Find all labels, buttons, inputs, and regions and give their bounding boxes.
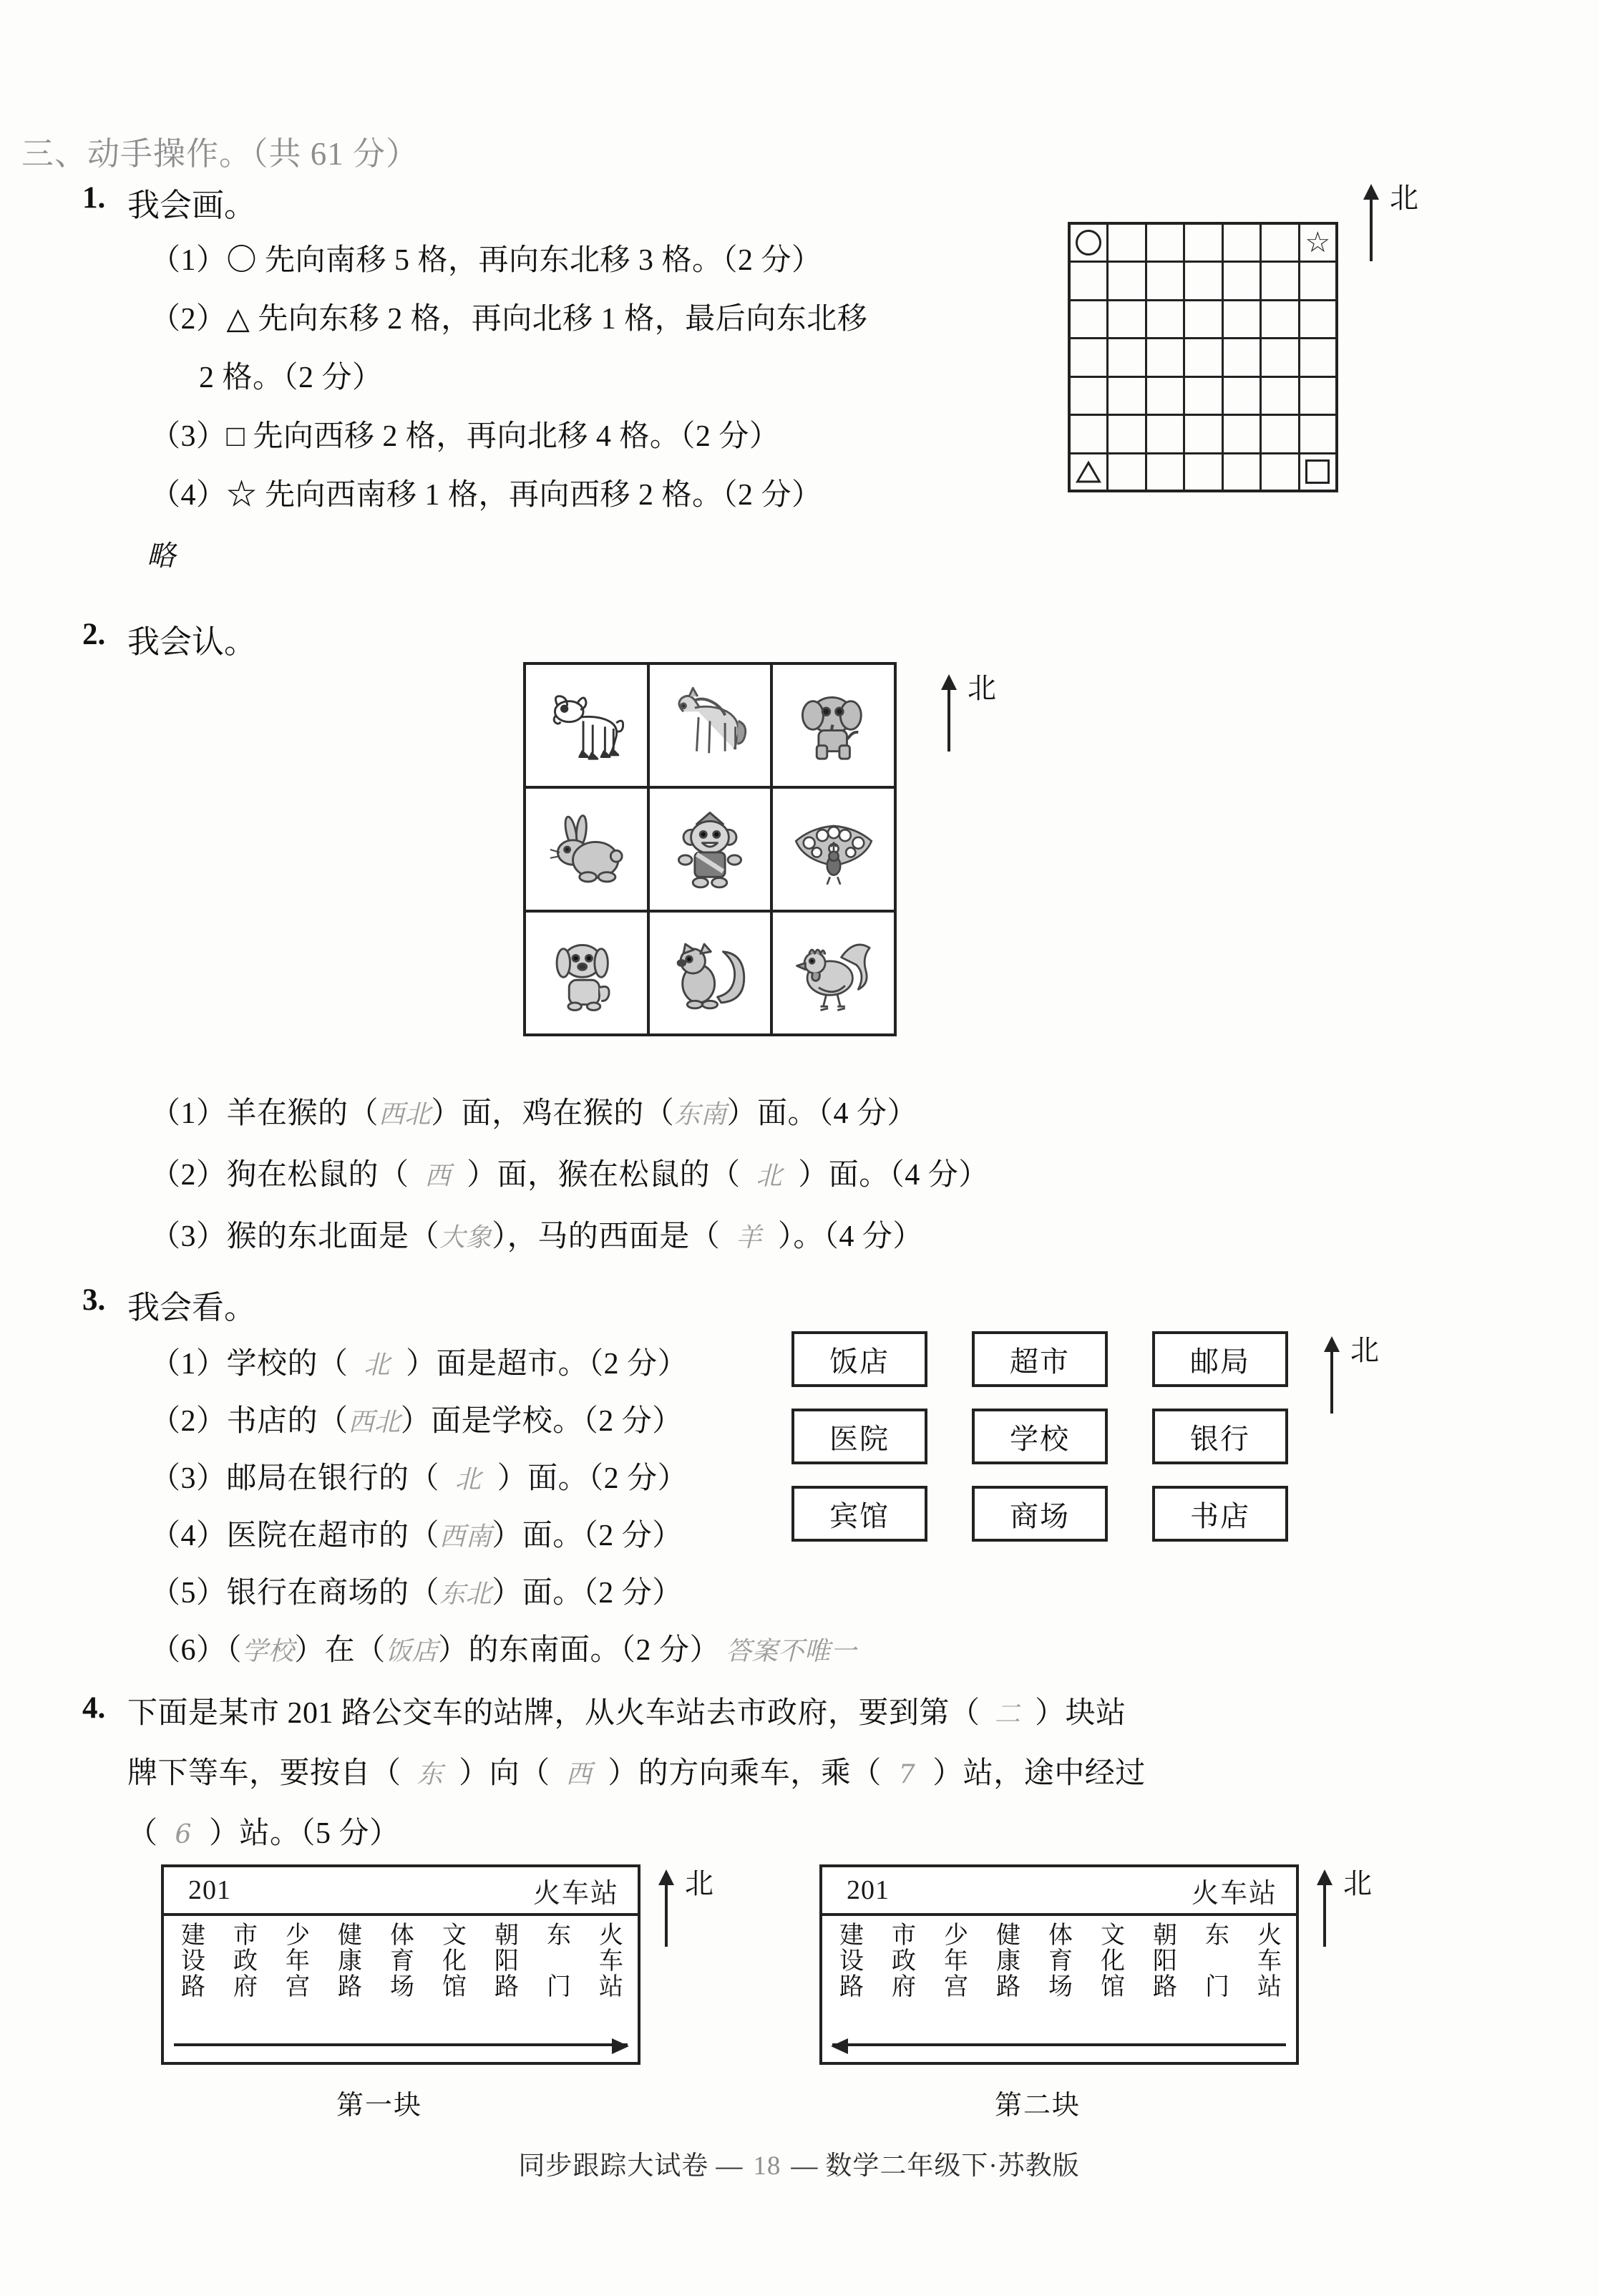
q2-s3-answer-1: 大象 (439, 1222, 492, 1252)
grid-cell (1147, 225, 1185, 263)
building-box: 宾馆 (791, 1486, 927, 1542)
question-1-answer-mark: 略 (147, 540, 176, 573)
grid-cell (1071, 301, 1109, 339)
q2-s2-answer-1: 西 (424, 1160, 452, 1191)
q4-l3-b: ）站。（5 分） (209, 1817, 400, 1850)
q3-s3-answer: 北 (455, 1464, 482, 1494)
q4-l3-a: （ (127, 1817, 158, 1850)
compass-label-q4: 北 (685, 1867, 713, 1899)
compass-label-q4: 北 (1343, 1867, 1372, 1899)
monkey-icon (650, 789, 774, 913)
grid-cell (1147, 301, 1185, 339)
q2-s1-mid: ）面，鸡在猴的（ (431, 1097, 675, 1130)
direction-arrow-icon (832, 2043, 1286, 2046)
grid-cell (1262, 378, 1300, 416)
q4-l2-answer-1: 东 (416, 1759, 444, 1789)
star-shape: ☆ (1305, 226, 1331, 259)
q3-s6-answer-2: 饭店 (385, 1635, 438, 1666)
footer-left-text: 同步跟踪大试卷 (518, 2151, 709, 2181)
compass-q4-sign-1 (655, 1861, 734, 1968)
q3-s6-suffix: ）的东南面。（2 分） (438, 1634, 721, 1667)
coordinate-grid (1068, 222, 1338, 492)
q4-l1-answer: 二 (994, 1698, 1021, 1729)
q3-s6-prefix: （6）（ (150, 1634, 243, 1667)
q3-s4-answer: 西南 (439, 1521, 492, 1552)
building-box: 书店 (1152, 1486, 1288, 1542)
grid-cell (1185, 454, 1223, 492)
grid-cell (1185, 263, 1223, 301)
q3-s2-answer: 西北 (348, 1406, 401, 1437)
north-arrow-icon (947, 686, 950, 751)
question-3-sub-6 (150, 1626, 857, 1669)
q3-s6-mid: ）在（ (294, 1634, 386, 1667)
grid-cell (1109, 301, 1146, 339)
north-arrow-icon (1323, 1881, 1326, 1947)
grid-cell (1262, 263, 1300, 301)
bus-terminus-label: 火车站 (532, 1878, 619, 1909)
question-2-sub-3 (150, 1212, 923, 1255)
grid-cell (1071, 416, 1109, 454)
q4-l2-a: 牌下等车，要按自（ (127, 1757, 401, 1790)
question-3-sub-4 (150, 1512, 683, 1555)
grid-cell (1300, 301, 1338, 339)
grid-cell (1185, 339, 1223, 377)
bus-station-name: 火 车 站 (599, 1922, 623, 2001)
compass-q3 (1320, 1328, 1399, 1435)
building-box: 学校 (972, 1409, 1108, 1464)
grid-cell (1185, 378, 1223, 416)
q4-l1-a: 下面是某市 201 路公交车的站牌，从火车站去市政府，要到第（ (127, 1697, 980, 1730)
north-arrow-icon (1370, 195, 1373, 261)
q2-s2-suffix: ）面。（4 分） (798, 1159, 989, 1192)
question-1-line-2: （2）△ 先向东移 2 格，再向北移 1 格，最后向东北移 (150, 303, 868, 336)
building-map-grid (791, 1331, 1288, 1560)
building-box: 饭店 (791, 1331, 927, 1387)
question-1-line-3: 2 格。（2 分） (199, 361, 383, 394)
q3-s5-prefix: （5）银行在商场的（ (150, 1577, 440, 1610)
grid-cell (1300, 339, 1338, 377)
q3-s6-note: 答案不唯一 (726, 1635, 857, 1666)
bus-station-name: 少 年 宫 (944, 1922, 968, 2001)
bus-route-number: 201 (847, 1875, 890, 1905)
q3-s5-suffix: ）面。（2 分） (492, 1577, 683, 1610)
bus-station-name: 健 康 路 (996, 1922, 1020, 2001)
question-4-line-1 (127, 1689, 1126, 1732)
grid-cell (1109, 454, 1146, 492)
footer-right-text: 数学二年级下·苏教版 (825, 2151, 1080, 2181)
rooster-icon (773, 913, 897, 1036)
horse-icon (650, 665, 774, 789)
question-4-number: 4. (82, 1691, 106, 1725)
bus-station-name: 体 育 场 (1048, 1922, 1073, 2001)
q4-l2-c: ）的方向乘车，乘（ (608, 1757, 882, 1790)
grid-cell (1071, 378, 1109, 416)
grid-cell (1300, 454, 1338, 492)
goat-icon (526, 665, 650, 789)
grid-cell (1224, 339, 1262, 377)
direction-arrow-icon (174, 2043, 628, 2046)
grid-cell (1147, 378, 1185, 416)
bus-route-number: 201 (188, 1875, 231, 1905)
q3-s2-suffix: ）面是学校。（2 分） (400, 1405, 683, 1438)
bus-station-name: 少 年 宫 (286, 1922, 310, 2001)
building-box: 医院 (791, 1409, 927, 1464)
compass-label-q1: 北 (1390, 182, 1418, 214)
circle-shape (1076, 230, 1101, 256)
grid-cell (1300, 378, 1338, 416)
q2-s1-suffix: ）面。（4 分） (726, 1097, 918, 1130)
grid-cell (1185, 416, 1223, 454)
compass-label-q3: 北 (1350, 1334, 1379, 1366)
q2-s1-answer-2: 东南 (674, 1099, 727, 1129)
grid-cell (1147, 416, 1185, 454)
grid-cell (1109, 225, 1146, 263)
question-3-sub-3 (150, 1454, 688, 1497)
grid-cell (1071, 339, 1109, 377)
q2-s2-prefix: （2）狗在松鼠的（ (150, 1159, 409, 1192)
q3-s1-suffix: ）面是超市。（2 分） (406, 1348, 688, 1381)
bus-station-name: 火 车 站 (1257, 1922, 1282, 2001)
grid-cell (1109, 378, 1146, 416)
q3-s2-prefix: （2）书店的（ (150, 1405, 349, 1438)
grid-cell (1071, 225, 1109, 263)
question-2-number: 2. (82, 618, 106, 651)
grid-cell (1109, 263, 1146, 301)
question-3-title: 我会看。 (127, 1290, 257, 1325)
bus-terminus-label: 火车站 (1191, 1878, 1277, 1909)
question-1-number: 1. (82, 181, 106, 215)
question-4-line-2 (127, 1749, 1146, 1792)
page-number: 18 (753, 2151, 781, 2181)
building-box: 超市 (972, 1331, 1108, 1387)
q3-s1-answer: 北 (364, 1349, 391, 1380)
q4-l2-d: ）站，途中经过 (932, 1757, 1146, 1790)
peacock-icon (773, 789, 897, 913)
q2-s2-mid: ）面，猴在松鼠的（ (467, 1159, 741, 1192)
squirrel-icon (650, 913, 774, 1036)
grid-cell (1224, 225, 1262, 263)
question-3-number: 3. (82, 1283, 106, 1317)
grid-cell (1262, 416, 1300, 454)
q2-s1-prefix: （1）羊在猴的（ (150, 1097, 379, 1130)
grid-cell (1224, 301, 1262, 339)
q4-l2-b: ）向（ (459, 1757, 550, 1790)
q4-l2-answer-2: 西 (565, 1759, 593, 1789)
building-box: 商场 (972, 1486, 1108, 1542)
q3-s1-prefix: （1）学校的（ (150, 1348, 349, 1381)
question-1-line-4: （3）□ 先向西移 2 格，再向北移 4 格。（2 分） (150, 420, 780, 453)
q3-s4-prefix: （4）医院在超市的（ (150, 1519, 440, 1552)
grid-cell (1224, 454, 1262, 492)
grid-cell (1185, 225, 1223, 263)
question-1-line-1: （1）〇 先向南移 5 格，再向东北移 3 格。（2 分） (150, 244, 822, 277)
bus-station-name: 文 化 馆 (442, 1922, 467, 2001)
bus-station-name: 东 门 (547, 1922, 571, 2001)
compass-q2 (937, 666, 1016, 773)
grid-cell (1224, 378, 1262, 416)
q4-l3-answer: 6 (175, 1819, 192, 1849)
grid-cell (1147, 263, 1185, 301)
elephant-icon (773, 665, 897, 789)
question-2-sub-2 (150, 1151, 989, 1194)
bus-station-name: 健 康 路 (338, 1922, 362, 2001)
building-box: 邮局 (1152, 1331, 1288, 1387)
q2-s3-answer-2: 羊 (736, 1222, 762, 1252)
q4-l1-b: ）块站 (1035, 1697, 1126, 1730)
north-arrow-icon (1330, 1348, 1333, 1414)
grid-cell (1224, 416, 1262, 454)
q3-s5-answer: 东北 (439, 1578, 492, 1609)
compass-q1 (1360, 175, 1438, 283)
grid-cell (1300, 263, 1338, 301)
question-3-sub-1 (150, 1340, 688, 1383)
bus-station-name: 市 政 府 (233, 1922, 258, 2001)
grid-cell (1262, 339, 1300, 377)
q2-s3-suffix: ）。（4 分） (777, 1220, 923, 1253)
bus-station-name: 朝 阳 路 (1153, 1922, 1177, 2001)
animal-position-grid (523, 662, 897, 1036)
grid-cell (1185, 301, 1223, 339)
q3-s3-prefix: （3）邮局在银行的（ (150, 1462, 440, 1495)
grid-cell (1071, 263, 1109, 301)
compass-q4-sign-2 (1313, 1861, 1392, 1968)
rabbit-icon (526, 789, 650, 913)
triangle-shape (1076, 461, 1101, 483)
bus-stop-sign (161, 1864, 640, 2065)
bus-sign-caption: 第一块 (336, 2091, 423, 2121)
bus-station-name: 文 化 馆 (1101, 1922, 1125, 2001)
q3-s3-suffix: ）面。（2 分） (497, 1462, 688, 1495)
square-shape (1305, 459, 1330, 484)
question-1-title: 我会画。 (127, 188, 257, 223)
question-4-line-3 (127, 1809, 400, 1852)
grid-cell (1262, 454, 1300, 492)
question-1-line-5: （4）☆ 先向西南移 1 格，再向西移 2 格。（2 分） (150, 479, 822, 512)
question-2-title: 我会认。 (127, 624, 257, 660)
grid-cell (1300, 225, 1338, 263)
grid-cell (1224, 263, 1262, 301)
question-3-sub-2 (150, 1397, 683, 1440)
bus-station-name: 朝 阳 路 (494, 1922, 519, 2001)
q4-l2-answer-3: 7 (898, 1759, 916, 1789)
dog-icon (526, 913, 650, 1036)
bus-station-name: 建 设 路 (181, 1922, 205, 2001)
footer-dash-left: — (716, 2151, 744, 2181)
bus-station-name: 建 设 路 (839, 1922, 864, 2001)
grid-cell (1262, 225, 1300, 263)
compass-label-q2: 北 (968, 672, 996, 704)
bus-station-name: 市 政 府 (892, 1922, 916, 2001)
grid-cell (1109, 339, 1146, 377)
grid-cell (1071, 454, 1109, 492)
building-box: 银行 (1152, 1409, 1288, 1464)
q3-s6-answer-1: 学校 (242, 1635, 295, 1666)
bus-sign-caption: 第二块 (995, 2091, 1081, 2121)
page-footer (0, 2144, 1598, 2182)
question-3-sub-5 (150, 1569, 683, 1612)
bus-station-name: 体 育 场 (390, 1922, 414, 2001)
footer-dash-right: — (791, 2151, 819, 2181)
grid-cell (1147, 454, 1185, 492)
section-heading: 三、动手操作。（共 61 分） (21, 136, 419, 172)
q2-s3-mid: ），马的西面是（ (492, 1220, 721, 1253)
bus-station-name: 东 门 (1205, 1922, 1229, 2001)
question-2-sub-1 (150, 1089, 917, 1132)
grid-cell (1300, 416, 1338, 454)
q3-s4-suffix: ）面。（2 分） (492, 1519, 683, 1552)
bus-stop-sign (819, 1864, 1299, 2065)
q2-s2-answer-2: 北 (756, 1160, 783, 1191)
north-arrow-icon (665, 1881, 668, 1947)
q2-s3-prefix: （3）猴的东北面是（ (150, 1220, 440, 1253)
grid-cell (1147, 339, 1185, 377)
grid-cell (1262, 301, 1300, 339)
q2-s1-answer-1: 西北 (379, 1099, 432, 1129)
grid-cell (1109, 416, 1146, 454)
